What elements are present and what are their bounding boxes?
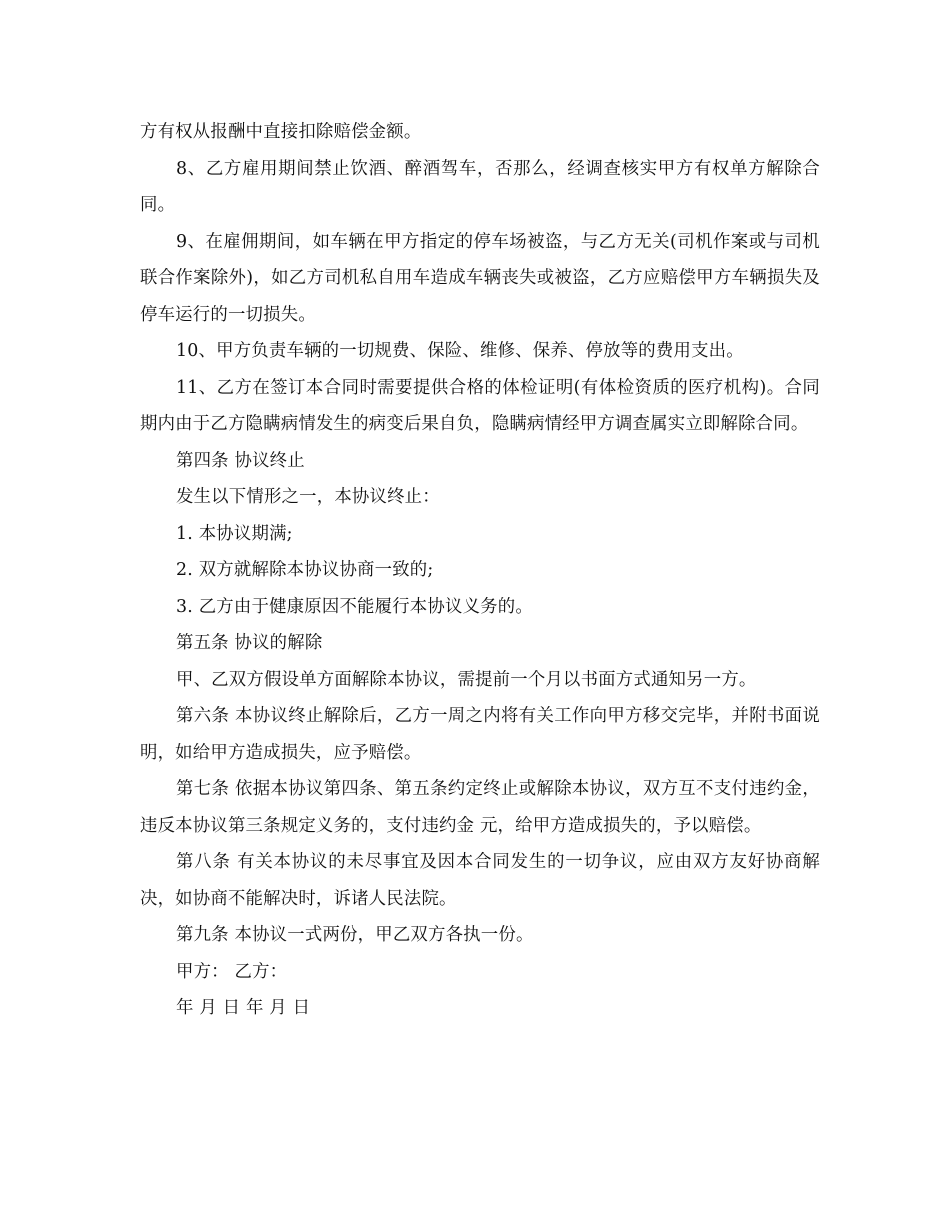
signature-parties: 甲方： 乙方： [176,961,288,982]
paragraph-termination-intro: 发生以下情形之一，本协议终止： [176,487,440,507]
list-item-termination-2: 2. 双方就解除本协议协商一致的; [176,560,434,580]
paragraph-article-7: 第七条 依据本协议第四条、第五条约定终止或解除本协议，双方互不支付违约金，违反本协议第三条规定义务的，支付违约金 元，给甲方造成损失的，予以赔偿。 [140,779,820,836]
list-item-termination-1: 1. 本协议期满; [176,523,293,544]
heading-article-5: 第五条 协议的解除 [176,633,323,653]
paragraph-clause-10: 10、甲方负责车辆的一切规费、保险、维修、保养、停放等的费用支出。 [176,341,744,361]
paragraph-clause-9: 9、在雇佣期间，如车辆在甲方指定的停车场被盗，与乙方无关(司机作案或与司机联合作案除外)，如乙方司机私自用车造成车辆丧失或被盗，乙方应赔偿甲方车辆损失及停车运行的一切损失。 [140,231,820,325]
paragraph-article-9: 第九条 本协议一式两份，甲乙双方各执一份。 [176,925,534,945]
document-page [140,114,820,1027]
paragraph-clause-8: 8、乙方雇用期间禁止饮酒、醉酒驾车，否那么，经调查核实甲方有权单方解除合同。 [140,158,820,215]
paragraph-article-6: 第六条 本协议终止解除后，乙方一周之内将有关工作向甲方移交完毕，并附书面说明，如给甲方造成损失，应予赔偿。 [140,706,820,763]
paragraph-compensation-deduction: 方有权从报酬中直接扣除赔偿金额。 [140,122,422,142]
heading-article-4: 第四条 协议终止 [176,450,305,471]
signature-dates: 年 月 日 年 月 日 [176,998,311,1018]
paragraph-clause-11: 11、乙方在签订本合同时需要提供合格的体检证明(有体检资质的医疗机构)。合同期内由于乙方隐瞒病情发生的病变后果自负，隐瞒病情经甲方调查属实立即解除合同。 [140,377,820,434]
list-item-termination-3: 3. 乙方由于健康原因不能履行本协议义务的。 [176,596,533,617]
paragraph-article-8: 第八条 有关本协议的未尽事宜及因本合同发生的一切争议，应由双方友好协商解决，如协商不能解决时，诉诸人民法院。 [140,852,820,909]
paragraph-article-5: 甲、乙双方假设单方面解除本协议，需提前一个月以书面方式通知另一方。 [176,669,757,690]
